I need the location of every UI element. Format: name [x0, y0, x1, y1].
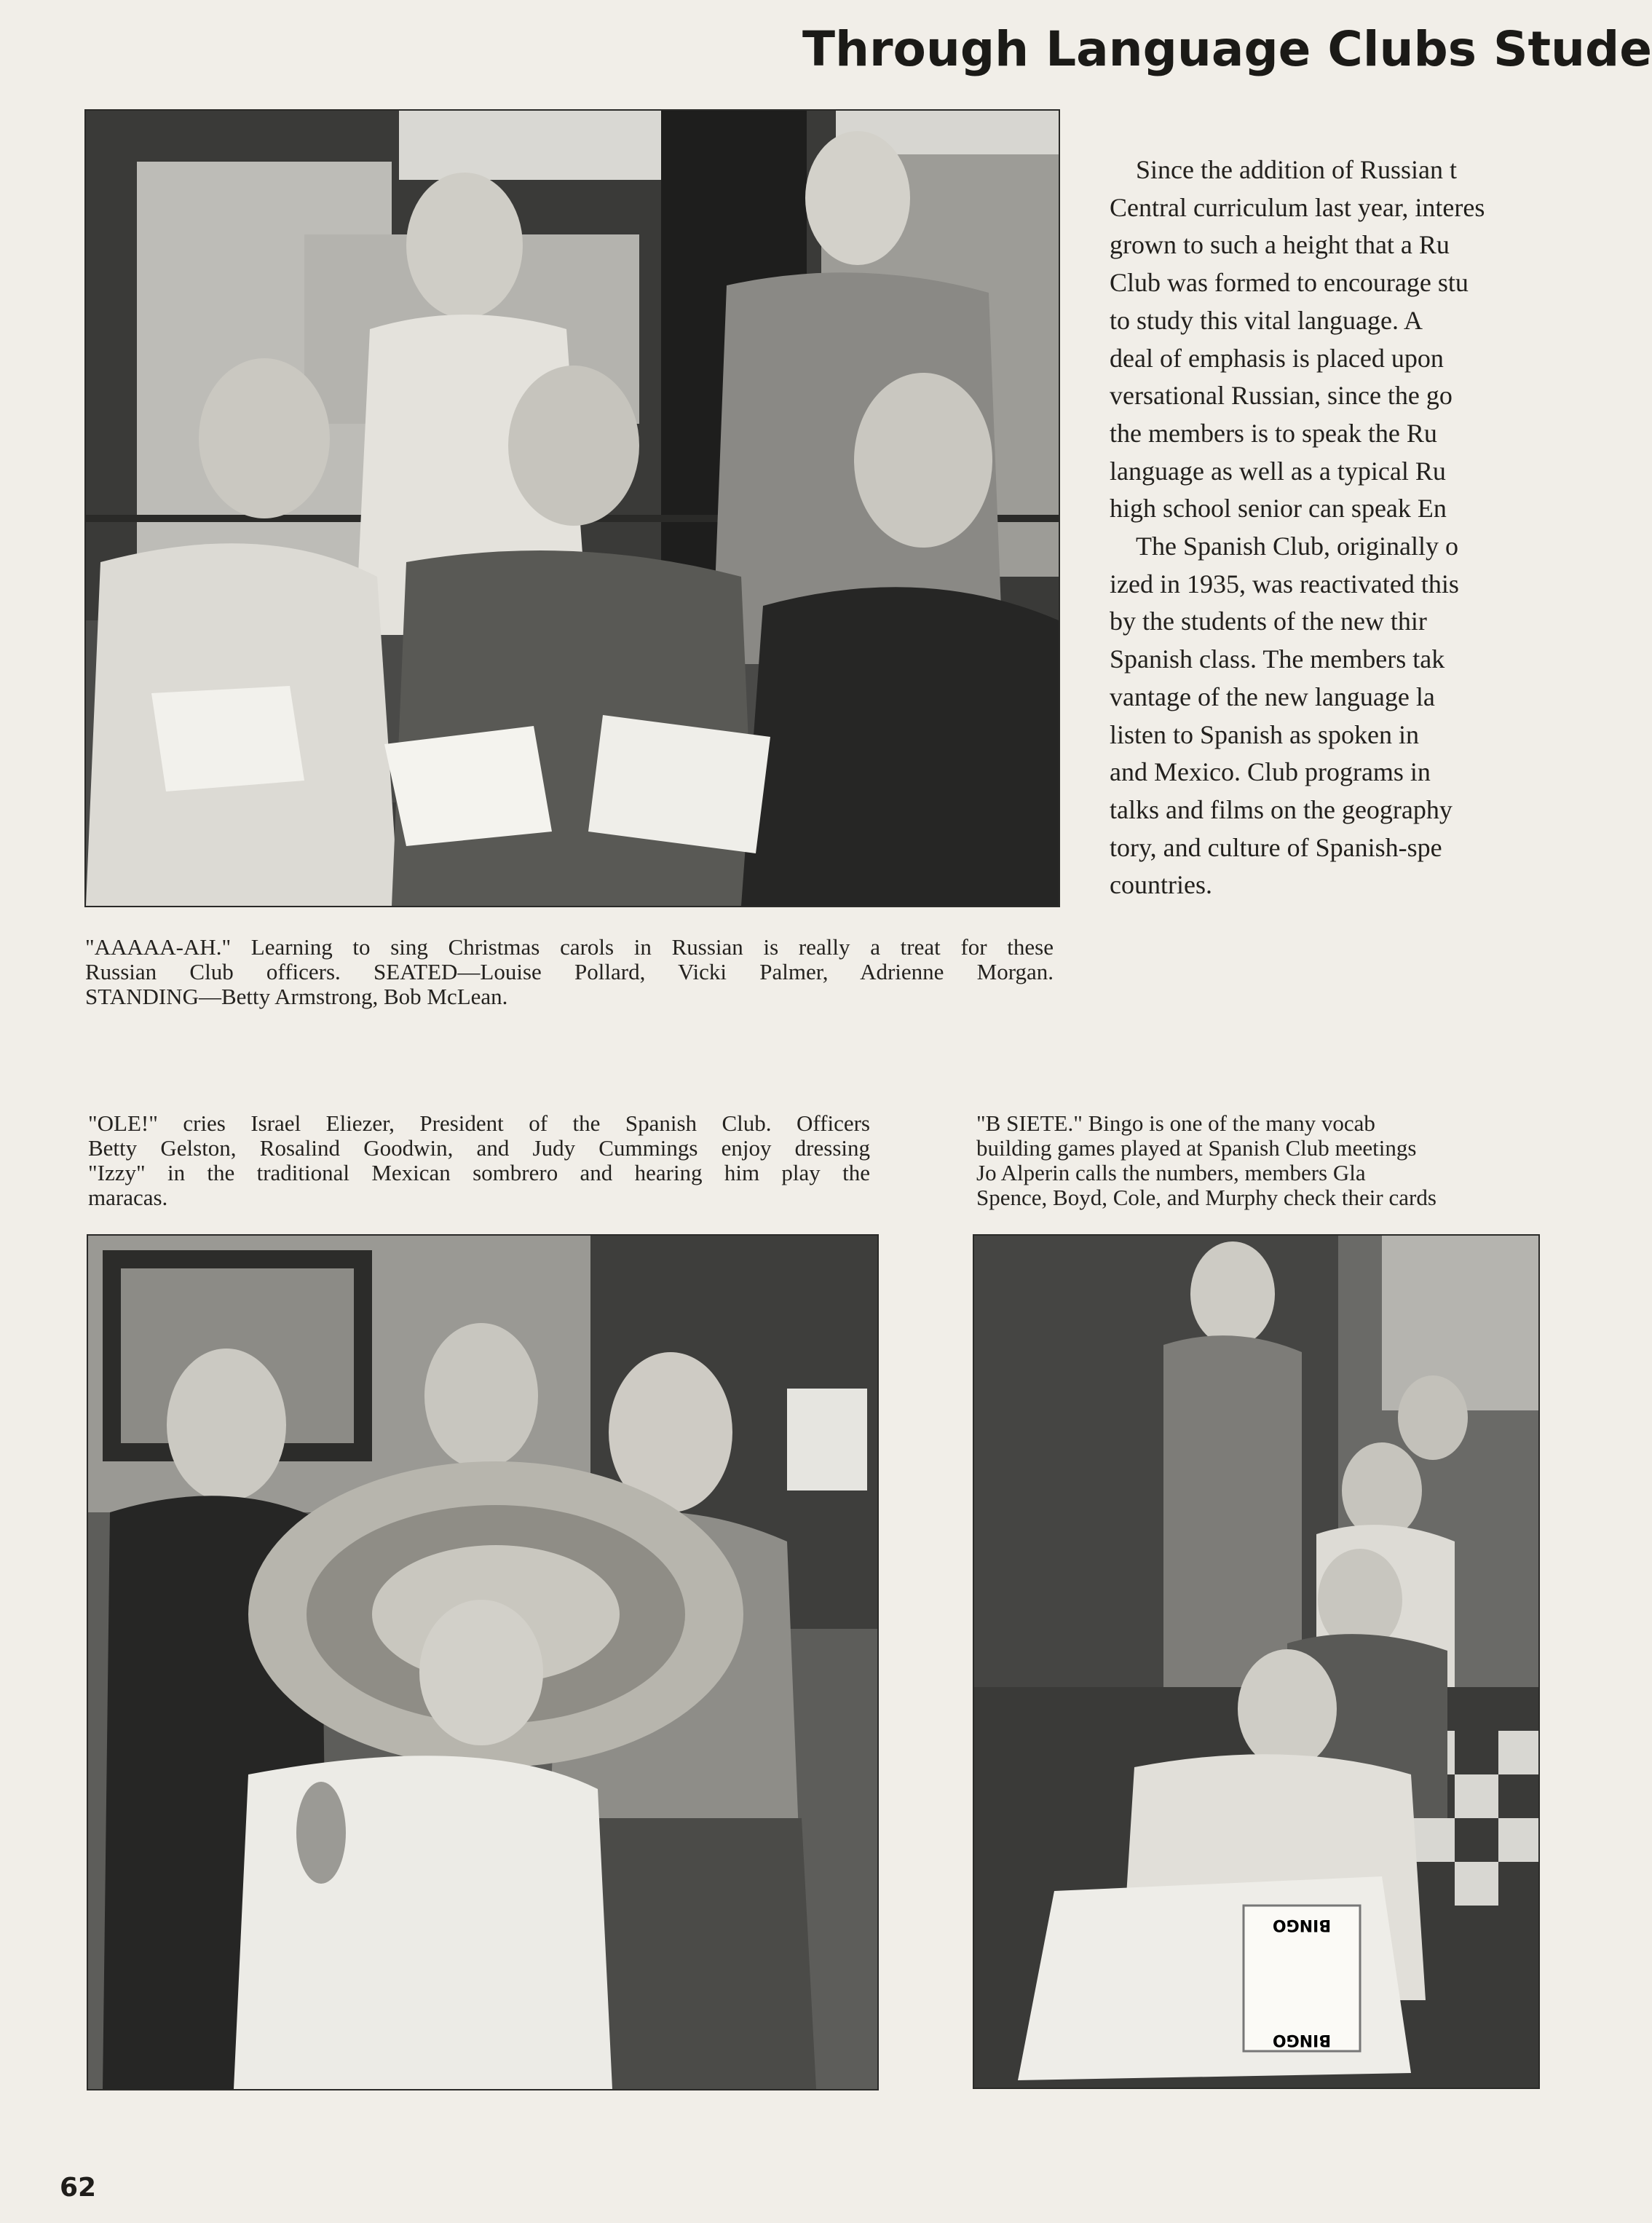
page-title: Through Language Clubs Stude [802, 21, 1652, 77]
body-line: and Mexico. Club programs in [1110, 757, 1431, 787]
caption-line: Russian Club officers. SEATED—Louise Pollard, Vicki Palmer, Adrienne Morgan. [85, 959, 1054, 984]
caption-line: "OLE!" cries Israel Eliezer, President of the Spanish Club. Officers [88, 1110, 870, 1136]
body-line: talks and films on the geography [1110, 794, 1453, 824]
caption-line: Jo Alperin calls the numbers, members Gla [976, 1160, 1366, 1185]
spanish-club-bingo-photo [974, 1236, 1538, 2088]
caption-line: "Izzy" in the traditional Mexican sombrero and hearing him play the [88, 1160, 870, 1185]
caption-line: Betty Gelston, Rosalind Goodwin, and Judy Cummings enjoy dressing [88, 1135, 870, 1161]
body-line: listen to Spanish as spoken in [1110, 719, 1419, 749]
russian-club-caption [85, 935, 1054, 1009]
body-line: The Spanish Club, originally o [1136, 532, 1458, 561]
body-line: Since the addition of Russian t [1136, 155, 1457, 184]
body-line: Spanish class. The members tak [1110, 644, 1445, 674]
russian-club-photo [86, 111, 1059, 906]
bingo-card-label: BINGO [1272, 1916, 1332, 1934]
body-line: deal of emphasis is placed upon [1110, 343, 1444, 373]
bingo-card-label: BINGO [1272, 2031, 1332, 2049]
body-line: the members is to speak the Ru [1110, 418, 1437, 448]
body-line: versational Russian, since the go [1110, 381, 1453, 411]
body-line: by the students of the new thir [1110, 607, 1427, 636]
caption-line: STANDING—Betty Armstrong, Bob McLean. [85, 984, 508, 1009]
body-line: Club was formed to encourage stu [1110, 268, 1469, 298]
body-line: Central curriculum last year, interes [1110, 192, 1485, 222]
caption-line: building games played at Spanish Club meetings [976, 1135, 1417, 1161]
body-line: to study this vital language. A [1110, 305, 1423, 335]
caption-line: "B SIETE." Bingo is one of the many vocab [976, 1110, 1375, 1136]
spanish-club-bingo-caption [976, 1111, 1559, 1210]
body-line: vantage of the new language la [1110, 682, 1435, 711]
body-line: high school senior can speak En [1110, 494, 1447, 524]
body-line: tory, and culture of Spanish-spe [1110, 832, 1442, 862]
body-line: grown to such a height that a Ru [1110, 230, 1450, 260]
article-body [1110, 151, 1576, 904]
spanish-club-ole-caption [88, 1111, 870, 1210]
caption-line: Spence, Boyd, Cole, and Murphy check their cards [976, 1185, 1436, 1210]
caption-line: "AAAAA-AH." Learning to sing Christmas carols in Russian is really a treat for these [85, 934, 1054, 960]
spanish-club-sombrero-photo [88, 1236, 877, 2089]
body-line: countries. [1110, 870, 1212, 900]
caption-line: maracas. [88, 1185, 168, 1210]
body-line: ized in 1935, was reactivated this [1110, 569, 1459, 599]
body-line: language as well as a typical Ru [1110, 456, 1446, 486]
page-number: 62 [60, 2173, 97, 2203]
